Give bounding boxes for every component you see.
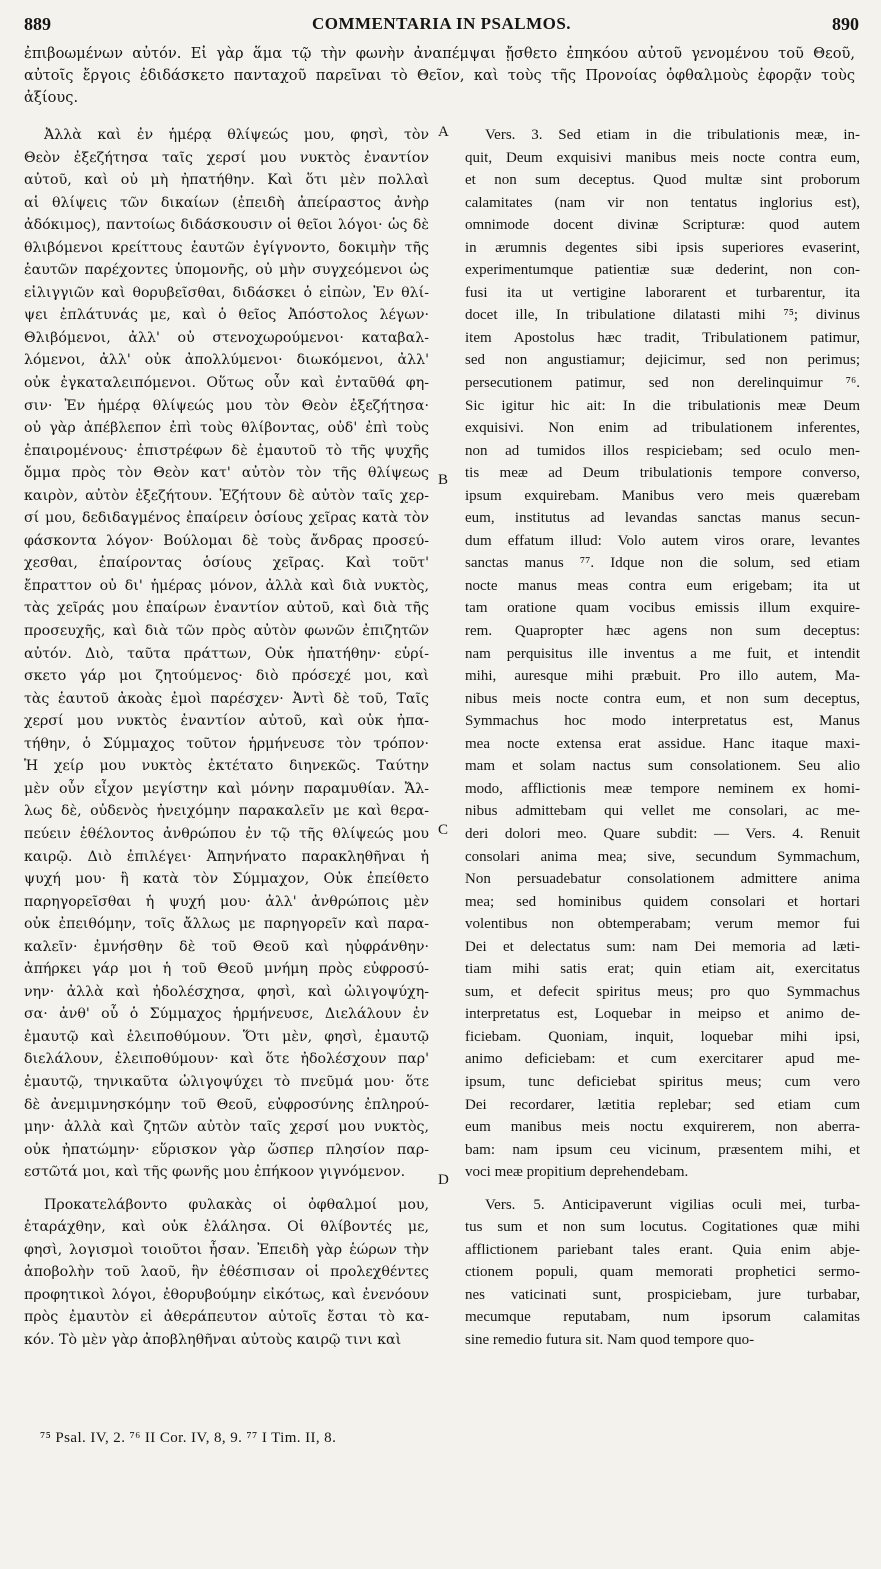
text-line: αὐτοῦ, καὶ οὐ μὴ ἠπατήθην. Καὶ ὅτι μὲν πολλαὶ [24, 172, 429, 189]
text-line: sed non angustiamur; dejicimur, sed non perimus; [465, 352, 860, 369]
paragraph-gap [24, 1184, 429, 1194]
text-line: λόμενοι, ἀλλ' οὐκ ἀπολλύμενοι· διωκόμενοι, ἀλλ' [24, 352, 429, 369]
text-line: ficiebam. Quoniam, inquit, loquebar mihi ipsi, [465, 1028, 860, 1045]
text-line: καλεῖν· ἐμνήσθην δὲ τοῦ Θεοῦ καὶ ηὐφράνθην· [24, 938, 429, 955]
text-line: dum effatum illud: Volo autem viros orare, levantes [465, 532, 860, 549]
text-line: tiam mihi satis erat; quin etiam ait, exercitatus [465, 961, 860, 978]
text-line: ἔπραττον οὐ δι' ἡμέρας μόνον, ἀλλὰ καὶ διὰ νυκτὸς, [24, 577, 429, 594]
margin-marker: D [438, 1172, 449, 1188]
page-number-right: 890 [832, 14, 859, 34]
text-line: tam oratione quam vocibus emissis illum exquire- [465, 600, 860, 617]
text-line: οὐ γὰρ ἀπέβλεπον ἐπὶ τοὺς θλίβοντας, οὐδ' ἐπὶ τοὺς [24, 420, 429, 437]
text-line: Vers. 5. Anticipaverunt vigilias oculi mei, turba- [485, 1196, 860, 1213]
margin-marker: B [438, 472, 449, 488]
text-line: nes vaticinati sunt, prospiciebam, jure turbabar, [465, 1286, 860, 1303]
text-line: εστῶτά μοι, καὶ τῆς φωνῆς μου ἐπήκοον γιγνόμενον. [24, 1164, 406, 1181]
text-line: παρηγορεῖσθαι ἡ ψυχή μου· ἀλλ' ἀνθρώποις μὲν [24, 893, 429, 910]
text-line: θλιβόμενοι κρείττους ἑαυτῶν ἐγίγνοντο, δοκιμὴν τῆς [24, 239, 429, 256]
text-line: sanctas manus ⁷⁷. Idque non die solum, sed etiam [465, 555, 860, 572]
text-line: tus sum et non sum locutus. Cogitationes quæ mihi [465, 1219, 860, 1236]
text-line: volentibus non obtemperabam; verum memor fui [465, 916, 860, 933]
footnotes: ⁷⁵ Psal. IV, 2. ⁷⁶ II Cor. IV, 8, 9. ⁷⁷ I Tim. II, 8. [40, 1430, 337, 1446]
text-line: ἀπήρκει γάρ μοι ἡ τοῦ Θεοῦ μνήμη πρὸς εὐφροσύ- [24, 961, 429, 978]
text-line: interpretatus est, Loquebar in meipso et animo de- [465, 1006, 860, 1023]
text-line: χεσθαι, ἐπαίροντας ὁσίους χεῖρας. Καὶ τοῦτ' [24, 555, 429, 572]
text-line: σκετο γάρ μοι ζητούμενος· διὸ πρόσεχέ μοι, καὶ [24, 668, 429, 685]
text-line: tis meæ ad Deum tribulationis tempore converso, [465, 465, 860, 482]
text-line: διελάλουν, ἐλειποθύμουν· καὶ ὅτε ἠδολέσχουν παρ' [24, 1051, 429, 1068]
text-line: modo, afflictionis meæ tempore neminem ex homi- [465, 780, 860, 797]
text-line: deri dolori meo. Quare subdit: — Vers. 4. Renuit [465, 825, 860, 842]
text-line: eum, institutus ad levandas sanctas manus secun- [465, 510, 860, 527]
text-line: nibus admittebam qui vellet me consolari, ac me- [465, 803, 860, 820]
margin-marker: A [438, 124, 449, 140]
text-line: Ἀλλὰ καὶ ἐν ἡμέρᾳ θλίψεώς μου, φησὶ, τὸν [44, 127, 429, 143]
text-line: Θεὸν ἐξεζήτησα ταῖς χερσί μου νυκτὸς ἐναντίον [24, 149, 429, 166]
text-line: καιρῷ. Διὸ ἐπιλέγει· Ἀπηνήνατο παρακληθῆναι ἡ [24, 848, 429, 865]
text-line: docet ille, In tribulatione dilatasti mihi ⁷⁵; divinus [465, 307, 860, 324]
text-line: φάσκοντα λόγον· Βούλομαι δὲ τοὺς ἄνδρας προσεύ- [24, 532, 429, 549]
text-line: ipsum exquirebam. Manibus vero meis quærebam [465, 487, 860, 504]
text-line: Symmachus hoc modo interpretatus est, Manus [465, 713, 860, 730]
text-line: λως δὲ, οὐδενὸς ἠνειχόμην παρακαλεῖν με καὶ θερα- [24, 803, 429, 820]
text-line: οὐκ ἐπειθόμην, τοῖς ἄλλως με παρηγορεῖν καὶ παρα- [24, 916, 429, 933]
text-line: μὲν οὖν εἶχον μεγίστην καὶ μόνην παραμυθίαν. Ἄλ- [24, 780, 429, 797]
text-line: ἐμαυτῷ καὶ ἐλειποθύμουν. Ὅτι μὲν, φησὶ, ἐμαυτῷ [24, 1028, 429, 1045]
text-line: αἱ θλίψεις τῶν δικαίων (ἐπειδὴ ἀπείραστος ἀνὴρ [24, 194, 429, 211]
text-line: in ærumnis degentes sibi ipsis superiores evaserint, [465, 239, 860, 256]
text-line: ὄμμα πρὸς τὸν Θεὸν κατ' αὐτὸν τὸν τῆς θλίψεως [24, 465, 429, 482]
text-line: εἰλιγγιῶν καὶ θορυβεῖσθαι, διδάσκει ὁ εἰπὼν, Ἐν θλί- [24, 284, 429, 301]
text-line: προφητικοὶ λόγοι, ἐθορυβούμην εἰκότως, καὶ ἐνενόουν [24, 1286, 429, 1303]
text-line: nam perquisitus ille inventus a me fuit, et intendit [465, 645, 860, 662]
text-line: Sic igitur hic ait: In die tribulationis meæ Deum [465, 397, 860, 414]
text-line: δὲ ἀνεμιμνησκόμην τοῦ Θεοῦ, εὐφροσύνης ἐπληρού- [24, 1096, 429, 1113]
text-line: ctionem populi, quam memorati prophetici sermo- [465, 1264, 860, 1281]
text-line: mea nocte extensa erat assidue. Hanc itaque maxi- [465, 735, 860, 752]
text-line: calamitates (nam vir non tentatus inglorius est), [465, 194, 860, 211]
text-line: ἐμαυτῷ, τηνικαῦτα ὠλιγοψύχει τὸ πνεῦμά μου· ὅτε [24, 1073, 429, 1090]
text-line: Vers. 3. Sed etiam in die tribulationis meæ, in- [485, 127, 860, 143]
text-line: Dei et delectatus sum: nam Dei memoria ad læti- [465, 938, 860, 955]
intro-line: αὐτοῖς ἔργοις ἐδιδάσκετο πανταχοῦ παρεῖναι τὸ Θεῖον, καὶ τοὺς τῆς Προνοίας ὀφθαλμοὺς ἐφορᾷν τοὺς [24, 67, 855, 84]
text-line: τὰς χεῖράς μου ἐπαίρων ἐναντίον αὐτοῦ, καὶ διὰ τῆς [24, 600, 429, 617]
text-line: Ἡ χείρ μου νυκτὸς ἐκτέτατο διηνεκῶς. Ταύτην [24, 758, 429, 775]
margin-marker: C [438, 822, 449, 838]
text-line: ἀδόκιμος), παντοίως διδάσκουσιν οἱ θεῖοι λόγοι· ὡς δὲ [24, 217, 429, 234]
text-line: ipsum, tunc deficiebat spiritus meus; cum vero [465, 1073, 860, 1090]
text-line: quit, Deum exquisivi manibus meis nocte contra eum, [465, 149, 860, 166]
text-line: eum manibus meis noctu exquirerem, non aberra- [465, 1119, 860, 1136]
text-line: τήθην, ὁ Σύμμαχος τοῦτον ἡρμήνευσε τὸν τρόπον· [24, 735, 429, 752]
text-line: ἀποβολὴν τοῦ λαοῦ, ἣν ἐθέσπισαν οἱ προλεχθέντες [24, 1264, 429, 1281]
text-line: σα· ἀνθ' οὗ ὁ Σύμμαχος ἡρμήνευσε, Διελάλουν ἐν [24, 1006, 429, 1023]
text-line: ἐπαιρομένους· ἐπιστρέφων δὲ ἐμαυτοῦ τὸ τῆς ψυχῆς [24, 442, 429, 459]
running-title: COMMENTARIA IN PSALMOS. [311, 14, 572, 33]
text-line: ψυχή μου· ἢ κατὰ τὸν Σύμμαχον, Οὐκ ἐπείθετο [24, 871, 429, 888]
text-line: νην· ἀλλὰ καὶ ἠδολέσχησα, φησὶ, καὶ ὠλιγοψύχη- [24, 983, 429, 1000]
text-line: bam: nam ipsum ceu vicinum, præsentem mihi, et [465, 1141, 860, 1158]
text-line: mihi, auresque mihi præbuit. Pro illo autem, Ma- [465, 668, 860, 685]
text-line: καιρὸν, αὐτὸν ἐξεζήτουν. Ἐζήτουν δὲ αὐτὸν ταῖς χερ- [24, 487, 429, 504]
latin-column [465, 124, 860, 1352]
text-line: ψει ἐπλάτυνάς με, καὶ ὁ θεῖος Ἀπόστολος λέγων· [24, 307, 429, 324]
text-line: αὐτόν. Διὸ, ταῦτα πράττων, Οὐκ ἠπατήθην· εὑρί- [24, 645, 429, 662]
text-line: sine remedio futura sit. Nam quod tempore quo- [465, 1331, 755, 1348]
text-line: et non sum deceptus. Quod multæ sint proborum [465, 172, 860, 189]
text-line: experimentumque patientiæ suæ dederint, non con- [465, 262, 860, 279]
text-line: Non persuadebatur consolationem admittere anima [465, 871, 860, 888]
text-line: afflictionem pariebant tales erant. Quia enim abje- [465, 1241, 860, 1258]
text-line: ἑαυτῶν παρέχοντες ὑπομονῆς, οὐ μὴν συγχεόμενοι ὡς [24, 262, 429, 279]
paragraph-gap [465, 1184, 860, 1194]
text-line: χερσί μου νυκτὸς ἐναντίον αὐτοῦ, καὶ οὐκ ἠπα- [24, 713, 429, 730]
text-line: fusi ita ut vertigine laborarent et turbarentur, ita [465, 284, 860, 301]
text-line: voci meæ propitium deprehendebam. [465, 1164, 689, 1181]
text-line: πεύειν ἐθέλοντος ἀνθρώπου ἐν τῷ τῆς θλίψεώς μου [24, 825, 429, 842]
text-line: οὐκ ἠπατώμην· εὕρισκον γὰρ ὥσπερ πλησίον παρ- [24, 1141, 429, 1158]
text-line: mam et solam nactus sum consolationem. Seu alio [465, 758, 860, 775]
text-line: προσευχῆς, καὶ διὰ τῶν πρὸς αὐτὸν φωνῶν ἐπιζητῶν [24, 623, 429, 640]
text-line: σιν· Ἐν ἡμέρᾳ θλίψεώς μου τὸν Θεὸν ἐξεζήτησα· [24, 397, 429, 414]
text-line: mecumque reputabam, num ipsorum calamitas [465, 1309, 860, 1326]
greek-column [24, 124, 429, 1352]
text-line: animo deficiebam: et cum exercitarer apud me- [465, 1051, 860, 1068]
running-header [24, 14, 859, 40]
text-line: κόν. Τὸ μὲν γὰρ ἀποβληθῆναι αὐτοὺς καιρῷ τινι καὶ [24, 1331, 402, 1348]
text-line: mea; sed hominibus quidem consolari et hortari [465, 893, 860, 910]
text-line: rem. Quapropter hæc agens non sum deceptus: [465, 623, 860, 640]
text-line: sum, et defecit spiritus meus; pro quo Symmachus [465, 983, 860, 1000]
text-line: omnimode docent divinæ Scripturæ: quod autem [465, 217, 860, 234]
text-line: nocte manus meas contra eum erigebam; ita ut [465, 577, 860, 594]
intro-line: ἀξίους. [24, 89, 79, 106]
text-line: nibus meis nocte contra eum, et non sum deceptus, [465, 690, 860, 707]
text-line: non ad tumidos illos respiciebam; sed oculo men- [465, 442, 860, 459]
text-line: πρὸς ἐμαυτὸν εἰ ἀθεράπευτον αὐτοῖς ἔσται τὸ κα- [24, 1309, 429, 1326]
text-line: consolari anima mea; sive, secundum Symmachum, [465, 848, 860, 865]
text-line: μην· ἀλλὰ καὶ ζητῶν αὐτὸν ταῖς χερσί μου νυκτὸς, [24, 1119, 429, 1136]
page-number-left: 889 [24, 14, 51, 34]
text-line: ἐταράχθην, καὶ οὐκ ἐλάλησα. Οἱ θλίβοντές με, [24, 1219, 429, 1236]
text-line: item Apostolus hæc tradit, Tribulationem patimur, [465, 329, 860, 346]
text-line: Προκατελάβοντο φυλακὰς οἱ ὀφθαλμοί μου, [44, 1196, 429, 1213]
text-line: οὐκ ἐγκαταλειπόμενοι. Οὕτως οὖν καὶ ἐνταῦθά φη- [24, 375, 429, 392]
text-line: σί μου, δεδιδαγμένος ἐπαίρειν ὁσίους χεῖρας κατὰ τὸν [24, 510, 429, 527]
text-line: Dei recordarer, lætitia replebar; sed etiam cum [465, 1096, 860, 1113]
text-line: persecutionem patimur, sed non derelinquimur ⁷⁶. [465, 375, 860, 392]
intro-paragraph [24, 43, 855, 109]
text-line: τὰς ἑαυτοῦ ἀκοὰς ἐμοὶ παρέσχεν· Ἀντὶ δὲ τοῦ, Ταῖς [24, 690, 429, 707]
text-line: Θλιβόμενοι, ἀλλ' οὐ στενοχωρούμενοι· καταβαλ- [24, 329, 429, 346]
intro-line: ἐπιβοωμένων αὐτόν. Εἰ γὰρ ἅμα τῷ τὴν φωνὴν ἀναπέμψαι ᾔσθετο ἐπηκόου αὐτοῦ γενομένου τοῦ Θεοῦ, [24, 45, 855, 62]
text-line: φησὶ, λογισμοὶ τοιοῦτοι ἦσαν. Ἐπειδὴ γὰρ ἑώρων τὴν [24, 1241, 429, 1258]
text-line: exquisivi. Non enim ad tribulationem inferentes, [465, 420, 860, 437]
